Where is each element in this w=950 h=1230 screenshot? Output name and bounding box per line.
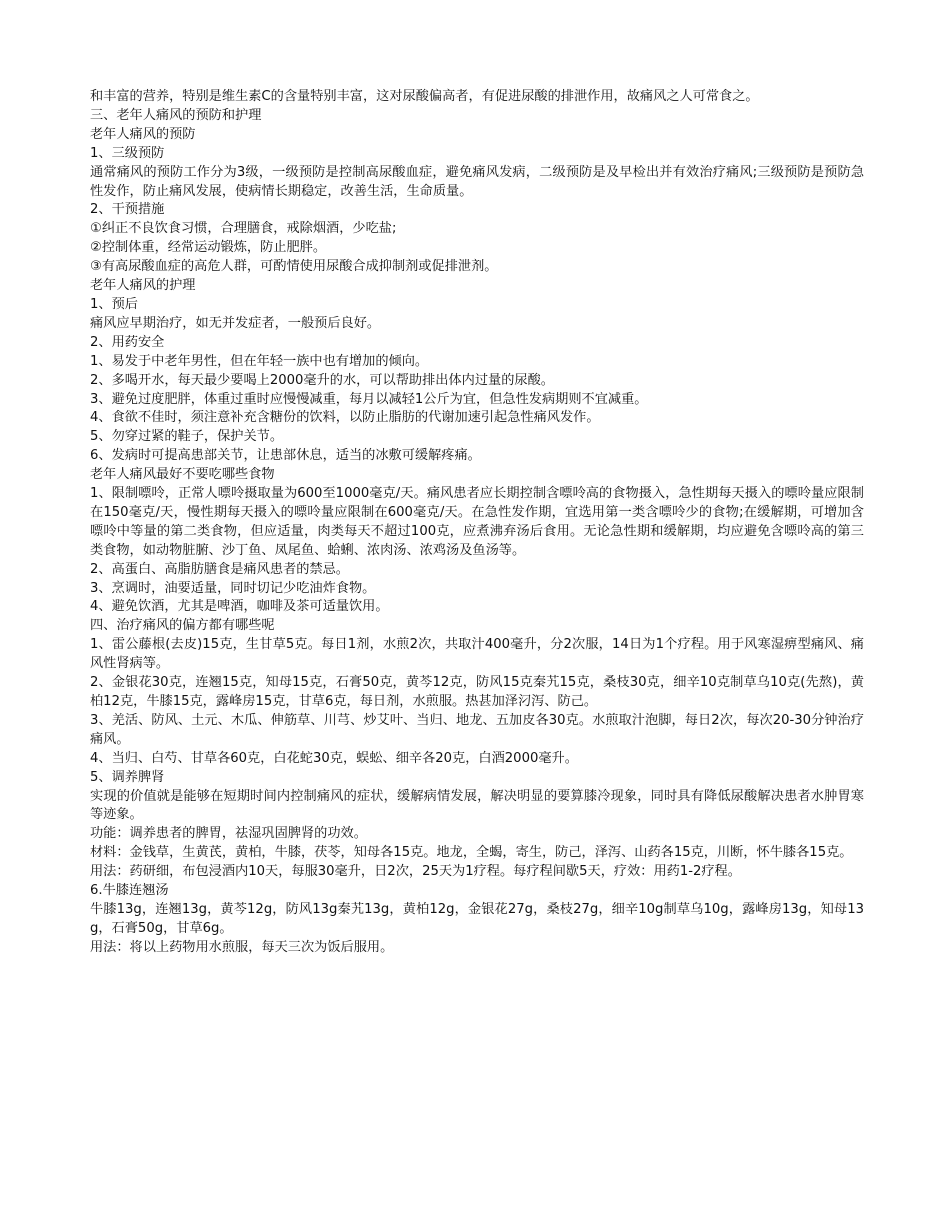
section-heading-prevention-care: 三、老年人痛风的预防和护理 [90, 107, 262, 123]
paragraph-usage-2: 用法：将以上药物用水煎服，每天三次为饭后服用。 [90, 939, 394, 955]
safety-item-1: 1、易发于中老年男性，但在年轻一族中也有增加的倾向。 [90, 353, 429, 369]
paragraph-usage-1: 用法：药研细，布包浸酒内10天，每服30毫升，日2次，25天为1疗程。每疗程间歇5天，疗效：用药1-2疗程。 [90, 864, 741, 880]
safety-item-3: 3、避免过度肥胖，体重过重时应慢慢减重，每月以减轻1公斤为宜，但急性发病期则不宜减重。 [90, 391, 648, 407]
item-heading-intervention: 2、干预措施 [90, 202, 165, 218]
remedy-item-3: 3、羌活、防风、土元、木瓜、伸筋草、川芎、炒艾叶、当归、地龙、五加皮各30克。水煎取汁泡脚，每日2次，每次20-30分钟治疗痛风。 [90, 712, 864, 747]
safety-item-4: 4、食欲不佳时，须注意补充含糖份的饮料，以防止脂肪的代谢加速引起急性痛风发作。 [90, 410, 600, 426]
paragraph-nutrition-intro: 和丰富的营养，特别是维生素C的含量特别丰富，这对尿酸偏高者，有促进尿酸的排泄作用，故痛风之人可常食之。 [90, 89, 759, 104]
food-item-4: 4、避免饮酒，尤其是啤酒，咖啡及茶可适量饮用。 [90, 599, 389, 615]
paragraph-function: 功能：调养患者的脾胃，祛湿巩固脾肾的功效。 [90, 826, 367, 842]
paragraph-three-level: 通常痛风的预防工作分为3级，一级预防是控制高尿酸血症，避免痛风发病，二级预防是及早检出并有效治疗痛风;三级预防是预防急性发作，防止痛风发展，使病情长期稳定，改善生活，生命质量。 [90, 164, 864, 199]
remedy-item-4: 4、当归、白芍、甘草各60克，白花蛇30克，蜈蚣、细辛各20克，白酒2000毫升。 [90, 750, 578, 766]
paragraph-prognosis: 痛风应早期治疗，如无并发症者，一般预后良好。 [90, 315, 381, 331]
subheading-care: 老年人痛风的护理 [90, 278, 196, 294]
document-body [90, 88, 864, 958]
safety-item-6: 6、发病时可提高患部关节，让患部休息，适当的冰敷可缓解疼痛。 [90, 448, 481, 464]
food-item-1: 1、限制嘌呤，正常人嘌呤摄取量为600至1000毫克/天。痛风患者应长期控制含嘌呤高的食物摄入，急性期每天摄入的嘌呤量应限制在150毫克/天，慢性期每天摄入的嘌呤量应限制在600毫克/天。在急性发作期，宜选用第一类含嘌呤少的食物;在缓解期，可增加含嘌呤中等量的第二类食物，但应适量，肉类每天不超过100克，应煮沸弃汤后食用。无论急性期和缓解期，均应避免含嘌呤高的第三类食物，如动物脏腑、沙丁鱼、凤尾鱼、蛤蜊、浓肉汤、浓鸡汤及鱼汤等。 [90, 486, 864, 558]
intervention-item-2: ②控制体重，经常运动锻炼，防止肥胖。 [90, 240, 327, 256]
item-heading-niuxi-decoction: 6.牛膝连翘汤 [90, 883, 169, 899]
food-item-2: 2、高蛋白、高脂肪膳食是痛风患者的禁忌。 [90, 561, 349, 577]
subheading-foods-to-avoid: 老年人痛风最好不要吃哪些食物 [90, 467, 275, 483]
item-heading-three-level: 1、三级预防 [90, 145, 165, 161]
paragraph-spleen-kidney-value: 实现的价值就是能够在短期时间内控制痛风的症状，缓解病情发展，解决明显的要算膝冷现象，同时具有降低尿酸解决患者水肿胃寒等迹象。 [90, 788, 864, 823]
remedy-item-1: 1、雷公藤根(去皮)15克，生甘草5克。每日1剂，水煎2次，共取汁400毫升，分2次服，14日为1个疗程。用于风寒湿痹型痛风、痛风性肾病等。 [90, 637, 864, 672]
safety-item-5: 5、勿穿过紧的鞋子，保护关节。 [90, 429, 284, 445]
subheading-prevention: 老年人痛风的预防 [90, 126, 196, 142]
intervention-item-1: ①纠正不良饮食习惯，合理膳食，戒除烟酒，少吃盐; [90, 221, 397, 237]
item-heading-prognosis: 1、预后 [90, 296, 138, 312]
item-heading-medication-safety: 2、用药安全 [90, 334, 165, 350]
section-heading-remedies: 四、治疗痛风的偏方都有哪些呢 [90, 618, 275, 634]
paragraph-materials: 材料：金钱草，生黄芪，黄柏，牛膝，茯苓，知母各15克。地龙，全蝎，寄生，防己，泽泻、山药各15克，川断，怀牛膝各15克。 [90, 845, 853, 861]
intervention-item-3: ③有高尿酸血症的高危人群，可酌情使用尿酸合成抑制剂或促排泄剂。 [90, 259, 498, 275]
food-item-3: 3、烹调时，油要适量，同时切记少吃油炸食物。 [90, 580, 376, 596]
safety-item-2: 2、多喝开水，每天最少要喝上2000毫升的水，可以帮助排出体内过量的尿酸。 [90, 372, 554, 388]
remedy-item-2: 2、金银花30克，连翘15克，知母15克，石膏50克，黄芩12克，防风15克秦艽15克，桑枝30克，细辛10克制草乌10克(先熬)，黄柏12克，牛膝15克，露峰房15克，甘草6克，每日剂，水煎服。热甚加泽汈泻、防己。 [90, 675, 864, 709]
item-heading-spleen-kidney: 5、调养脾肾 [90, 769, 165, 785]
paragraph-decoction-ingredients: 牛膝13g，连翘13g，黄芩12g，防风13g秦艽13g，黄柏12g，金银花27g，桑枝27g，细辛10g制草乌10g，露峰房13g，知母13g，石膏50g，甘草6g。 [90, 901, 864, 936]
